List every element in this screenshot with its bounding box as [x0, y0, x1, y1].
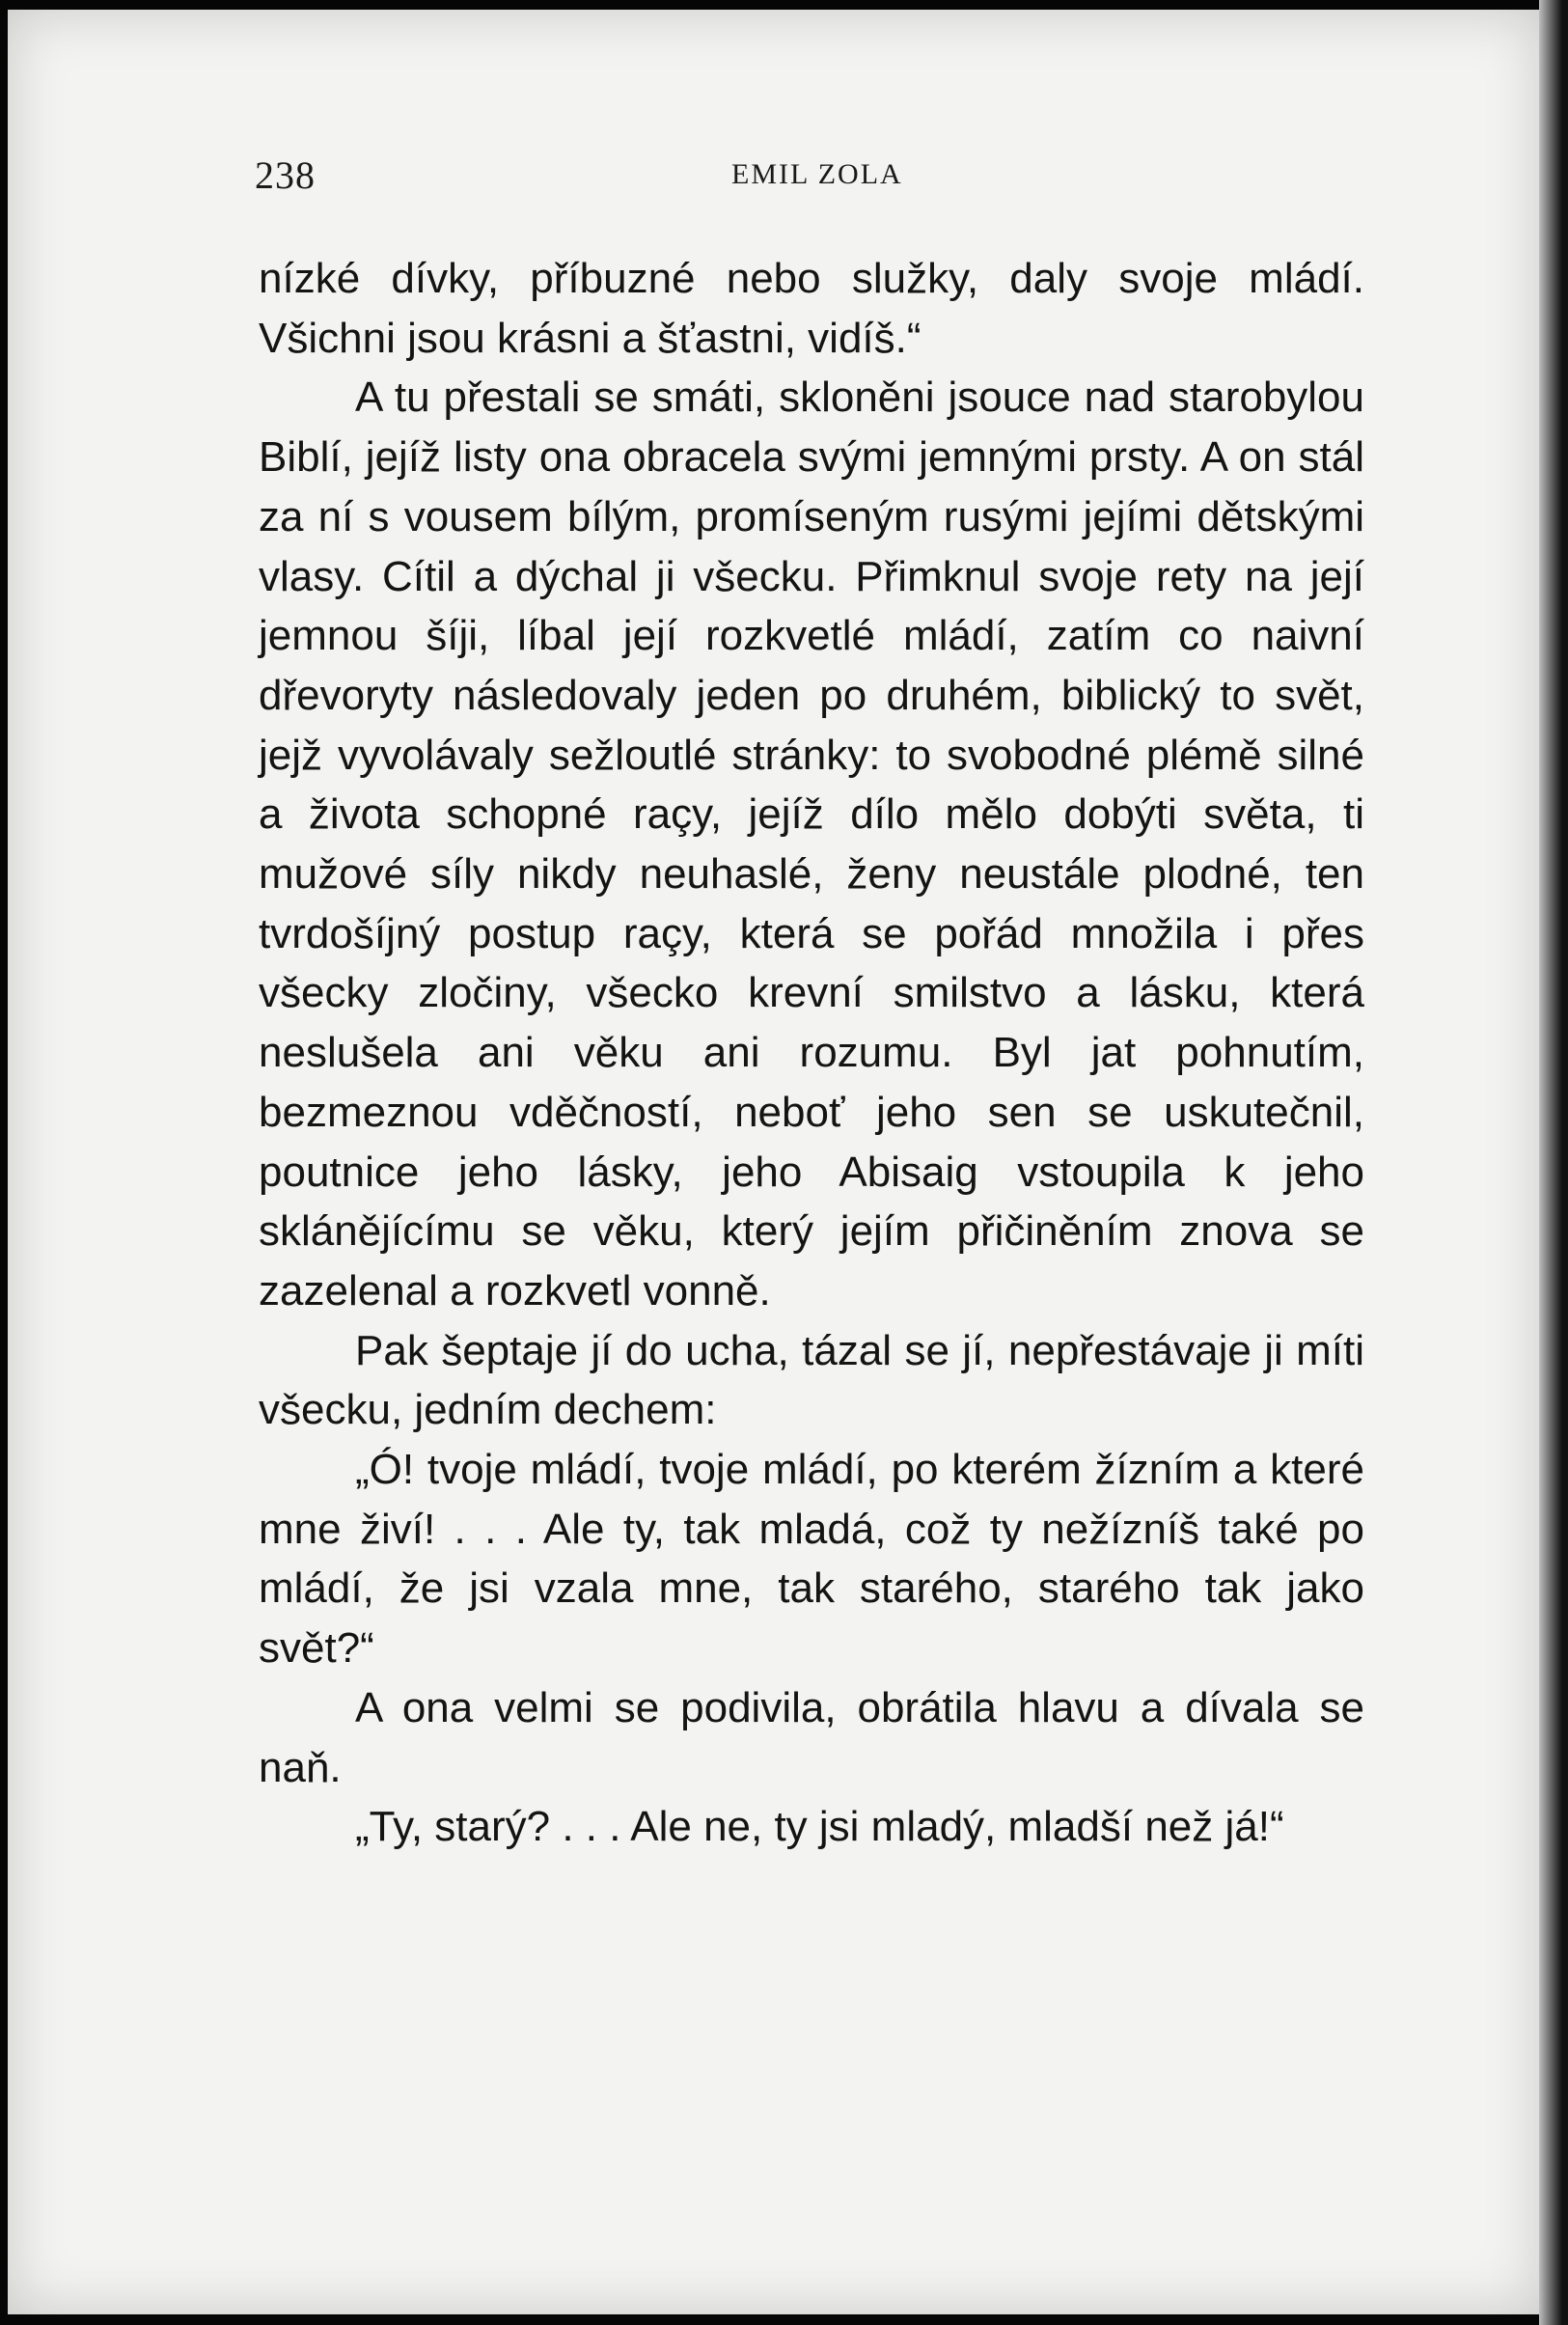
page-header	[8, 152, 1542, 201]
page-edge-shadow	[1539, 0, 1568, 2325]
paragraph: „Ty, starý? . . . Ale ne, ty jsi mladý, mladší než já!“	[355, 1803, 1284, 1851]
page-number: 238	[255, 153, 316, 197]
paragraph: A ona velmi se podivila, obrátila hlavu a dívala se naň.	[259, 1683, 1364, 1791]
book-page	[8, 10, 1542, 2314]
body-text	[259, 249, 1364, 1857]
paragraph: „Ó! tvoje mládí, tvoje mládí, po kterém žízním a které mne živí! . . . Ale ty, tak mladá, což ty nežízníš také po mládí, že jsi vzala mne, tak starého, starého tak jako svět?“	[259, 1446, 1364, 1673]
running-head: EMIL ZOLA	[731, 158, 903, 190]
paragraph: A tu přestali se smáti, skloněni jsouce nad starobylou Biblí, jejíž listy ona obracela svými jemnými prsty. A on stál za ní s vousem bílým, promíseným rusými jejími dětskými vlasy. Cítil a dýchal ji všecku. Přimknul svoje rety na její jemnou šíji, líbal její rozkvetlé mládí, zatím co naivní dřevoryty následovaly jeden po druhém, biblický to svět, jejž vyvolávaly sežloutlé stránky: to svobodné plémě silné a života schopné raçy, jejíž dílo mělo dobýti světa, ti mužové síly nikdy neuhaslé, ženy neustále plodné, ten tvrdošíjný postup raçy, která se pořád množila i přes všecky zločiny, všecko krevní smilstvo a lásku, která neslušela ani věku ani rozumu. Byl jat pohnutím, bezmeznou vděčností, neboť jeho sen se uskutečnil, poutnice jeho lásky, jeho Abisaig vstoupila k jeho sklánějícímu se věku, který jejím přičiněním znova se zazelenal a rozkvetl vonně.	[259, 374, 1364, 1315]
paragraph: Pak šeptaje jí do ucha, tázal se jí, nepřestávaje ji míti všecku, jedním dechem:	[259, 1326, 1364, 1434]
paragraph: nízké dívky, příbuzné nebo služky, daly svoje mládí. Všichni jsou krásni a šťastni, vidíš.“	[259, 255, 1364, 362]
